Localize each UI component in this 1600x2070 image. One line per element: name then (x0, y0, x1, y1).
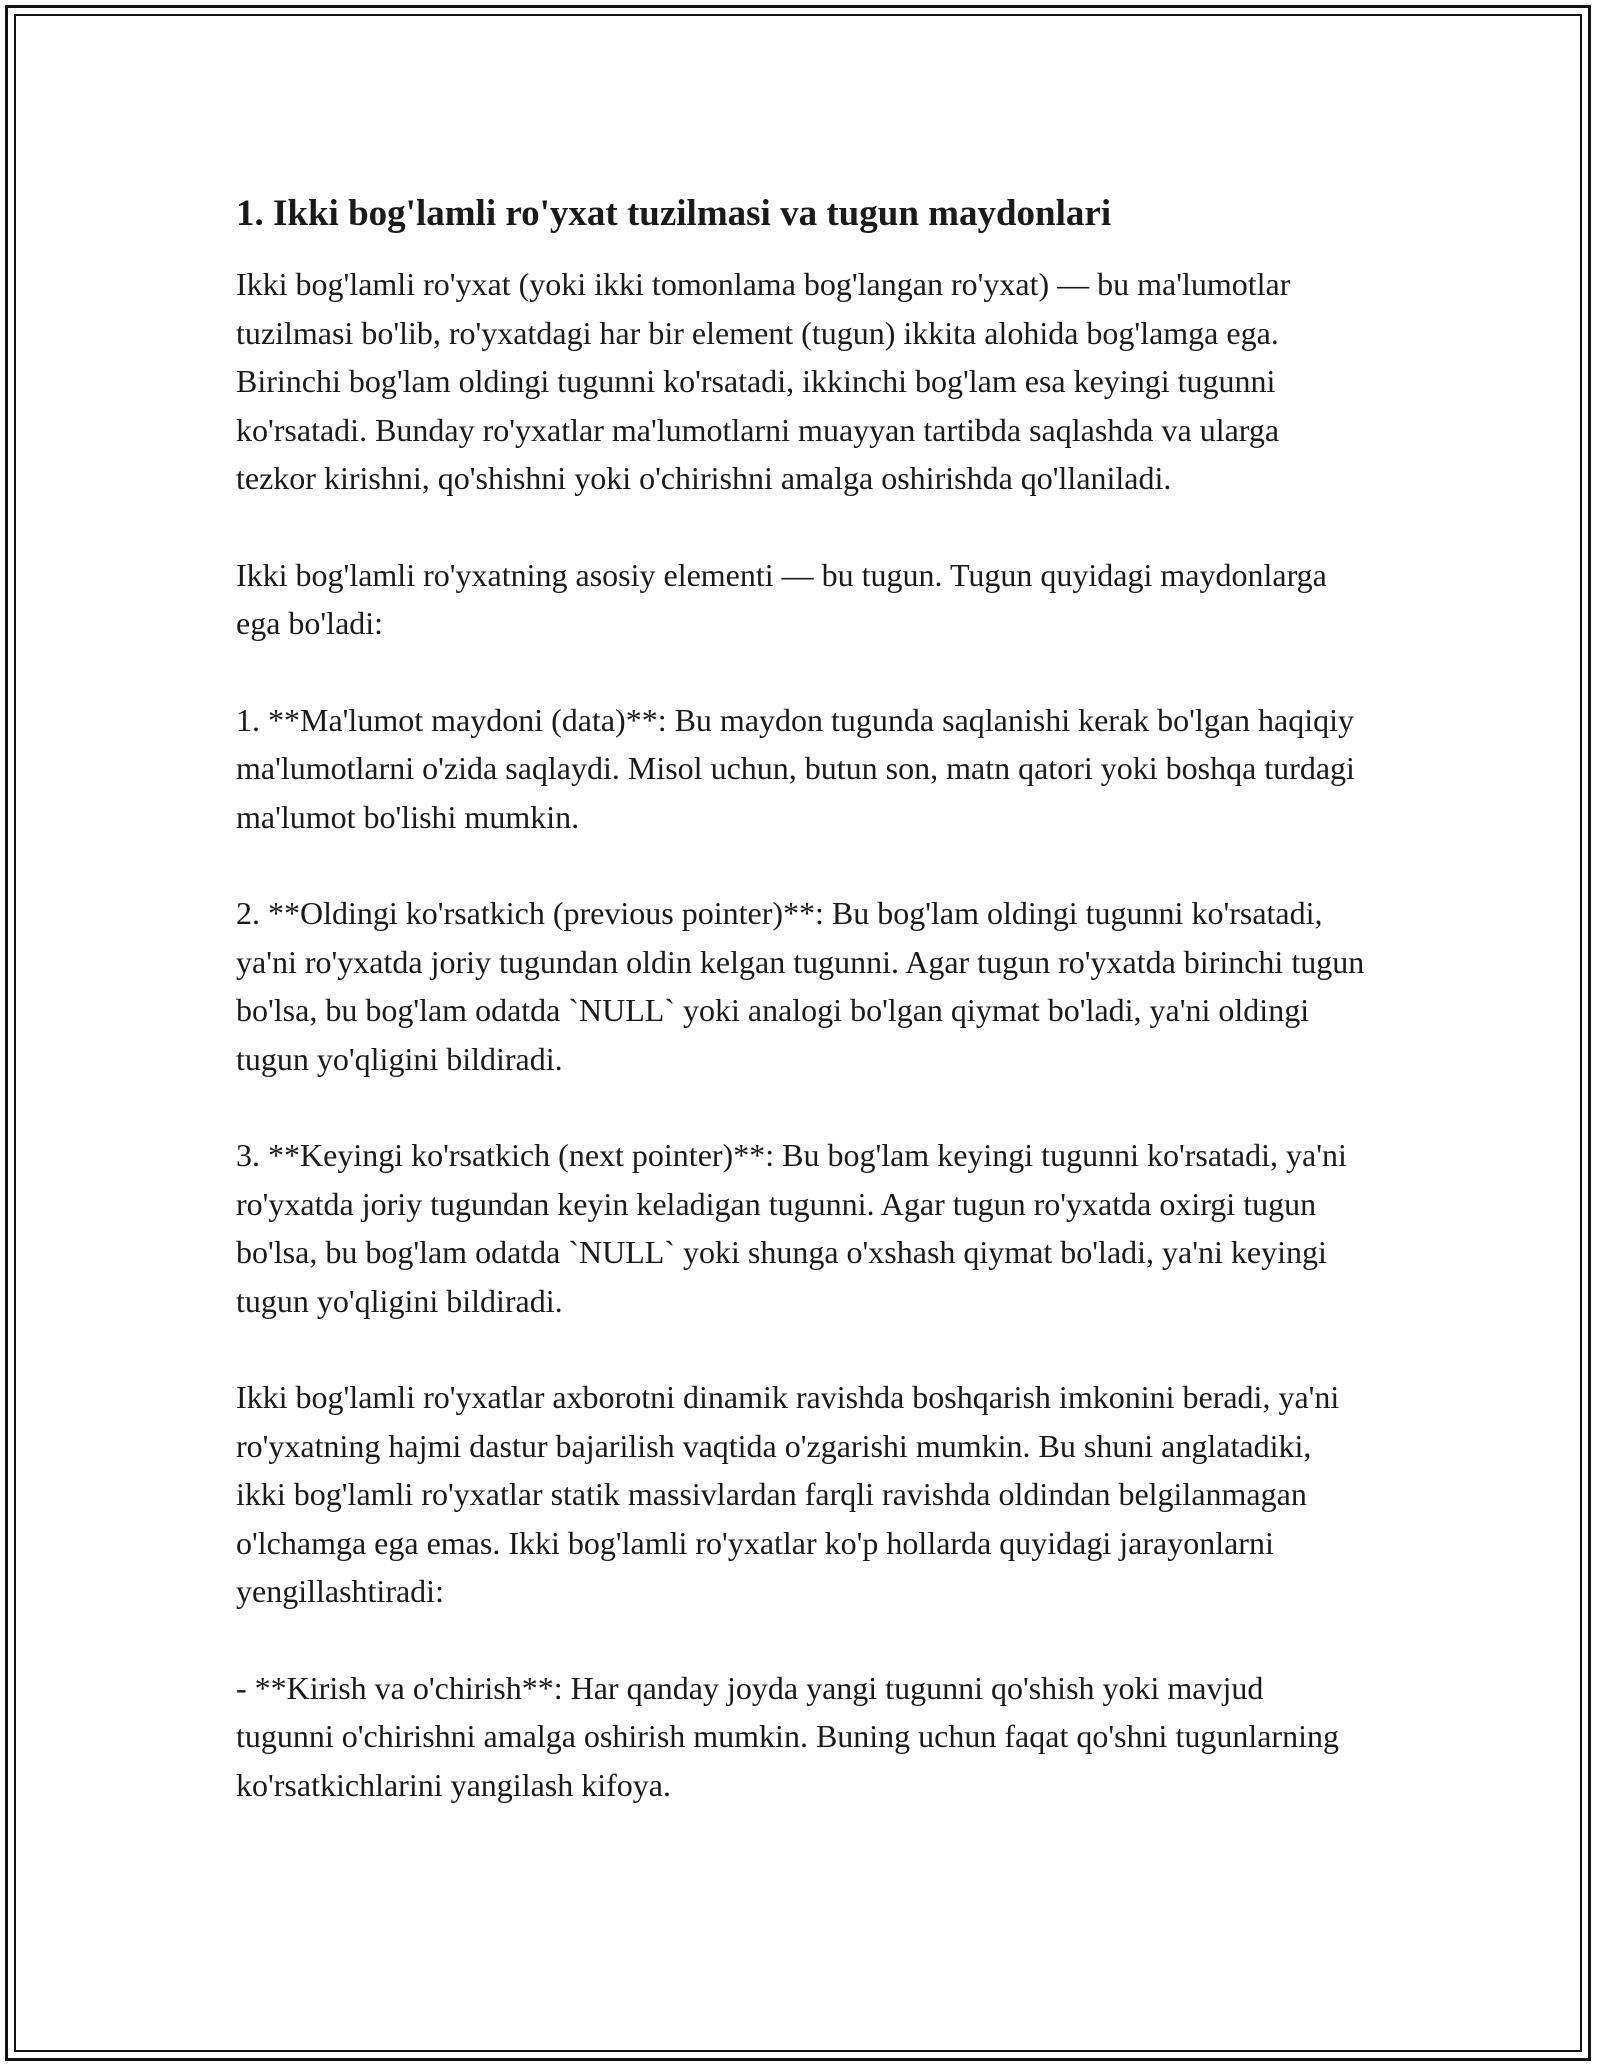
paragraph-insert-delete: - **Kirish va o'chirish**: Har qanday joyda yangi tugunni qo'shish yoki mavjud tugunni o'chirishni amalga oshirish mumkin. Buning uchun faqat qo'shni tugunlarning ko'rsatkichlarini yangilash kifoya. (236, 1669, 1339, 1803)
paragraph-next-pointer: 3. **Keyingi ko'rsatkich (next pointer)**: Bu bog'lam keyingi tugunni ko'rsatadi, ya'ni ro'yxatda joriy tugundan keyin keladigan tugunni. Agar tugun ro'yxatda oxirgi tugun bo'lsa, bu bog'lam odatda `NULL` yoki shunga o'xshash qiymat bo'ladi, ya'ni keyingi tugun yo'qligini bildiradi. (236, 1137, 1347, 1319)
section-heading: 1. Ikki bog'lamli ro'yxat tuzilmasi va tugun maydonlari (236, 193, 1112, 234)
document-body (236, 186, 1366, 1809)
paragraph-previous-pointer: 2. **Oldingi ko'rsatkich (previous pointer)**: Bu bog'lam oldingi tugunni ko'rsatadi, ya'ni ro'yxatda joriy tugundan oldin kelgan tugunni. Agar tugun ro'yxatda birinchi tugun bo'lsa, bu bog'lam odatda `NULL` yoki analogi bo'lgan qiymat bo'ladi, ya'ni oldingi tugun yo'qligini bildiradi. (236, 895, 1365, 1077)
paragraph-dynamic-size: Ikki bog'lamli ro'yxatlar axborotni dinamik ravishda boshqarish imkonini beradi, ya'ni ro'yxatning hajmi dastur bajarilish vaqtida o'zgarishi mumkin. Bu shuni anglatadiki, ikki bog'lamli ro'yxatlar statik massivlardan farqli ravishda oldindan belgilanmagan o'lchamga ega emas. Ikki bog'lamli ro'yxatlar ko'p hollarda quyidagi jarayonlarni yengillashtiradi: (236, 1379, 1340, 1609)
paragraph-node-fields-intro: Ikki bog'lamli ro'yxatning asosiy elementi — bu tugun. Tugun quyidagi maydonlarga ega bo'ladi: (236, 556, 1327, 641)
paragraph-intro: Ikki bog'lamli ro'yxat (yoki ikki tomonlama bog'langan ro'yxat) — bu ma'lumotlar tuzilmasi bo'lib, ro'yxatdagi har bir element (tugun) ikkita alohida bog'lamga ega. Birinchi bog'lam oldingi tugunni ko'rsatadi, ikkinchi bog'lam esa keyingi tugunni ko'rsatadi. Bunday ro'yxatlar ma'lumotlarni muayyan tartibda saqlashda va ularga tezkor kirishni, qo'shishni yoki o'chirishni amalga oshirishda qo'llaniladi. (236, 266, 1291, 496)
paragraph-data-field: 1. **Ma'lumot maydoni (data)**: Bu maydon tugunda saqlanishi kerak bo'lgan haqiqiy ma'lumotlarni o'zida saqlaydi. Misol uchun, butun son, matn qatori yoki boshqa turdagi ma'lumot bo'lishi mumkin. (236, 701, 1355, 835)
